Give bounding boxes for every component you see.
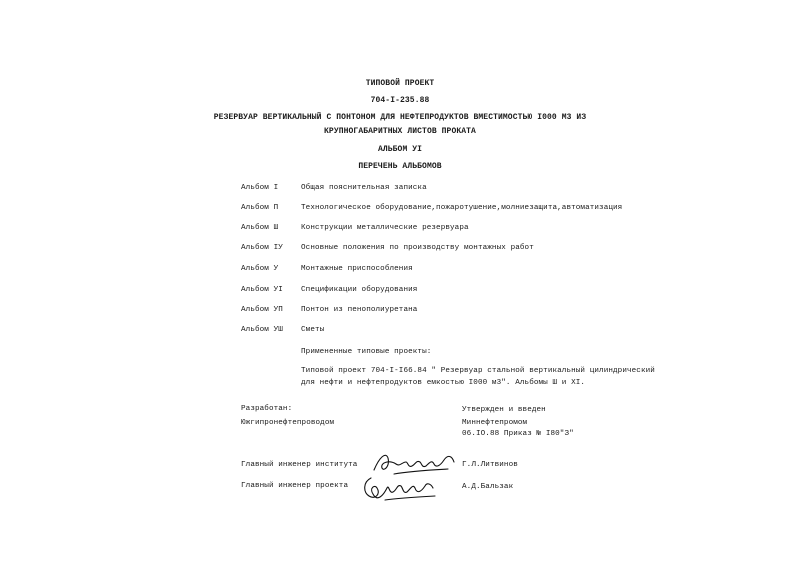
album-description: Спецификации оборудования (301, 286, 418, 294)
album-description: Конструкции металлические резервуара (301, 224, 469, 232)
album-description: Общая пояснительная записка (301, 184, 427, 192)
developer-org: Южгипронефтепроводом (241, 419, 335, 427)
applied-project-line-2: для нефти и нефтепродуктов емкостью I000 м3". Альбомы Ш и XI. (301, 379, 586, 387)
chief-engineer-institute-role: Главный инженер института (241, 461, 358, 469)
chief-project-engineer-role: Главный инженер проекта (241, 482, 349, 490)
album-label: Альбом I (241, 184, 279, 192)
album-label: Альбом УI (241, 286, 283, 294)
chief-project-engineer-name: А.Д.Бальзак (462, 483, 514, 491)
project-title-line-2: КРУПНОГАБАРИТНЫХ ЛИСТОВ ПРОКАТА (324, 127, 476, 136)
album-description: Понтон из пенополиуретана (301, 306, 418, 314)
applied-project-line-1: Типовой проект 704-I-I66.84 " Резервуар стальной вертикальный цилиндрический (301, 367, 655, 375)
albums-list-title: ПЕРЕЧЕНЬ АЛЬБОМОВ (358, 162, 442, 171)
developed-label: Разработан: (241, 405, 293, 413)
album-description: Сметы (301, 326, 325, 334)
album-label: Альбом Ш (241, 224, 279, 232)
approver-org: Миннефтепромом (462, 419, 528, 427)
album-label: Альбом IУ (241, 244, 283, 252)
album-number: АЛЬБОМ УI (377, 145, 423, 154)
approval-order: 06.IO.88 Приказ № I80"З" (462, 430, 574, 438)
album-description: Технологическое оборудование,пожаротушение,молниезащита,автоматизация (301, 204, 623, 212)
project-title-line-1: РЕЗЕРВУАР ВЕРТИКАЛЬНЫЙ С ПОНТОНОМ ДЛЯ НЕФТЕПРОДУКТОВ ВМЕСТИМОСТЬЮ I000 М3 ИЗ (213, 113, 587, 122)
album-description: Монтажные приспособления (301, 265, 413, 273)
project-number: 704-I-235.88 (370, 96, 430, 105)
signature-balzak (355, 472, 445, 506)
doc-type: ТИПОВОЙ ПРОЕКТ (365, 79, 435, 88)
chief-engineer-institute-name: Г.Л.Литвинов (462, 461, 518, 469)
album-label: Альбом П (241, 204, 279, 212)
album-label: Альбом У (241, 265, 279, 273)
album-label: Альбом УШ (241, 326, 283, 334)
approved-label: Утвержден и введен (462, 406, 546, 414)
applied-projects-heading: Примененные типовые проекты: (301, 348, 432, 356)
album-description: Основные положения по производству монтажных работ (301, 244, 534, 252)
album-label: Альбом УП (241, 306, 283, 314)
